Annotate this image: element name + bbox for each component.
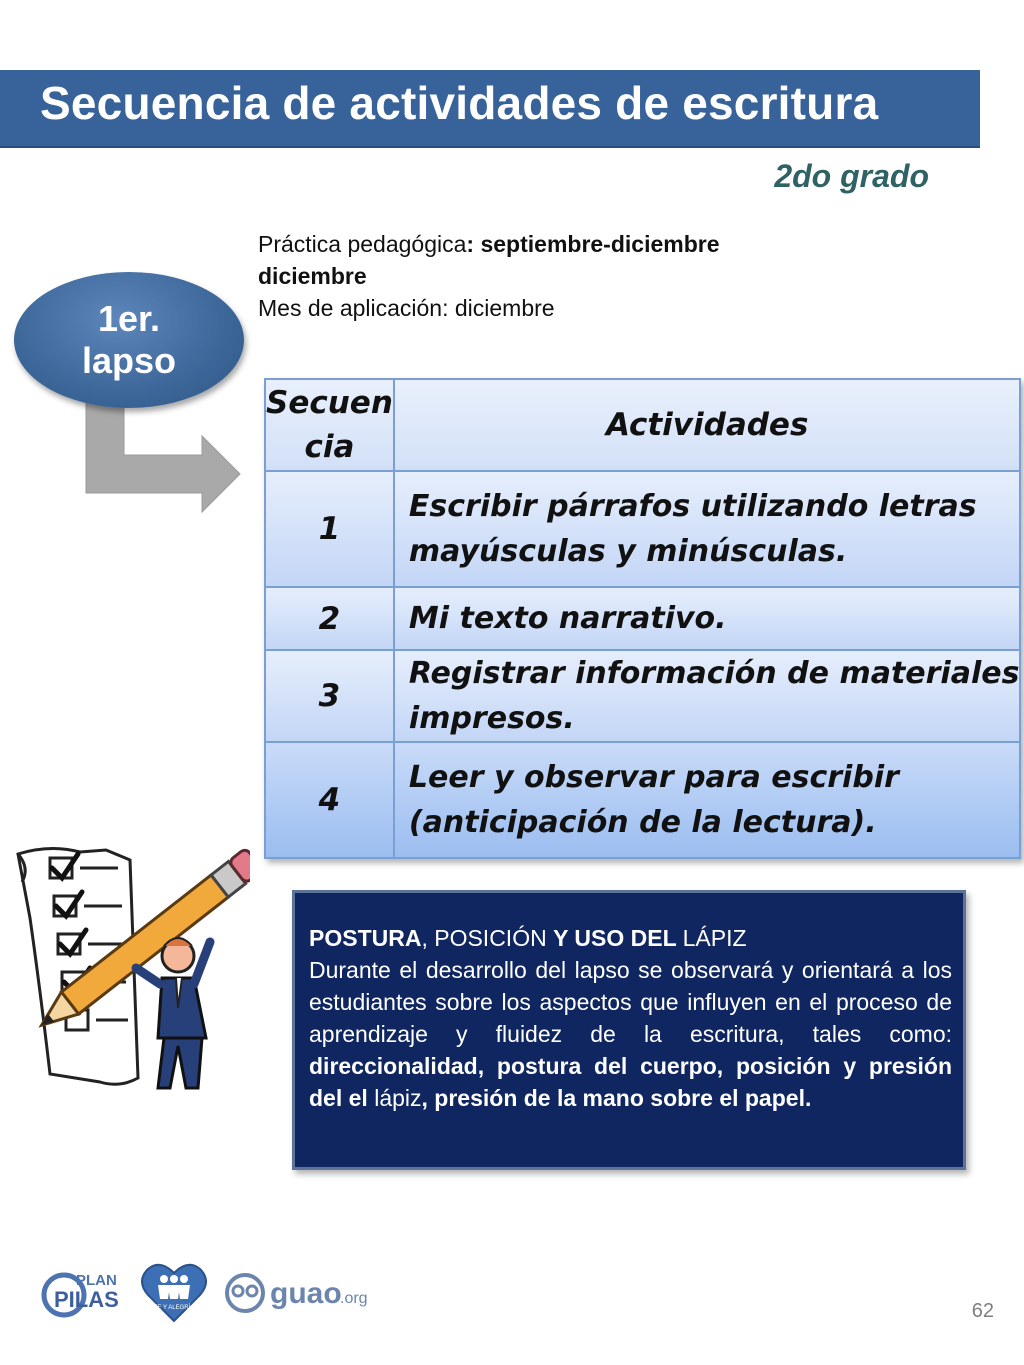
guao-suffix-text: .org (340, 1290, 368, 1307)
info-block (258, 228, 720, 324)
heart-logo-text: FE Y ALEGRÍA (153, 1305, 195, 1311)
plan-pilas-logo (44, 1272, 119, 1315)
postura-body-part1: Durante el desarrollo del lapso se observará y orientará a los estudiantes sobre los aspectos que influyen en el proceso de aprendizaje y fluidez de la escritura, tales como: (309, 957, 952, 1047)
row-activity (394, 471, 1021, 587)
postura-title-part4: LÁPIZ (682, 925, 747, 951)
grade-label: 2do grado (774, 158, 929, 194)
row-number: 3 (265, 650, 394, 742)
row-number: 4 (265, 742, 394, 858)
postura-content (309, 922, 952, 1114)
row-number: 1 (265, 471, 394, 587)
page-number: 62 (971, 1300, 994, 1322)
postura-title-part3: Y USO DEL (553, 925, 683, 951)
row-activity (394, 587, 1021, 650)
postura-body-part3: lápiz (374, 1085, 422, 1111)
postura-title (309, 922, 952, 954)
postura-title-part1: POSTURA (309, 925, 422, 951)
postura-title-part2: , POSICIÓN (421, 925, 554, 951)
plan-text: PLAN (76, 1272, 117, 1289)
lapso-badge (14, 272, 244, 408)
header-seq-line1: Secuen (266, 385, 393, 421)
postura-body (309, 954, 952, 1114)
page-title: Secuencia de actividades de escritura (40, 77, 879, 129)
activity-line1: Leer y observar para escribir (408, 760, 899, 795)
table-row (265, 742, 1020, 858)
practice-value-cont: diciembre (258, 263, 367, 289)
row-number: 2 (265, 587, 394, 650)
table-header-row (265, 379, 1020, 471)
guao-logo (227, 1275, 368, 1311)
header-activities: Actividades (394, 379, 1021, 471)
table-row (265, 471, 1020, 587)
row-activity (394, 650, 1021, 742)
activity-line1: Escribir párrafos utilizando letras (408, 489, 977, 524)
heart-logo (142, 1265, 206, 1321)
activities-table (264, 378, 1021, 859)
activity-line2: impresos. (408, 701, 575, 736)
lapso-line2: lapso (81, 340, 177, 381)
row-activity (394, 742, 1021, 858)
guao-text: guao (270, 1277, 342, 1310)
activity-line1: Registrar información de materiales (408, 656, 1020, 691)
practice-label: Práctica pedagógica (258, 231, 467, 257)
title-bar (0, 70, 980, 148)
practice-value: : septiembre-diciembre (466, 231, 720, 257)
checklist-pencil-illustration (10, 838, 250, 1098)
footer-logos (40, 1255, 400, 1325)
postura-body-part4: , presión de la mano sobre el papel. (421, 1085, 812, 1111)
bent-arrow-icon (84, 400, 244, 518)
pilas-text: PILAS (54, 1287, 119, 1312)
activity-line2: mayúsculas y minúsculas. (408, 534, 848, 569)
header-sequence (265, 379, 394, 471)
lapso-line1: 1er. (97, 298, 161, 339)
header-seq-line2: cia (304, 429, 355, 465)
practice-line (258, 228, 720, 260)
activity-line1: Mi texto narrativo. (408, 601, 727, 636)
month-line: Mes de aplicación: diciembre (258, 295, 555, 321)
table-row (265, 650, 1020, 742)
table-row (265, 587, 1020, 650)
postura-body-part2: direccionalidad, postura del cuerpo, posición y presión del el (309, 1053, 952, 1111)
postura-info-box (292, 890, 966, 1170)
activity-line2: (anticipación de la lectura). (408, 805, 877, 840)
